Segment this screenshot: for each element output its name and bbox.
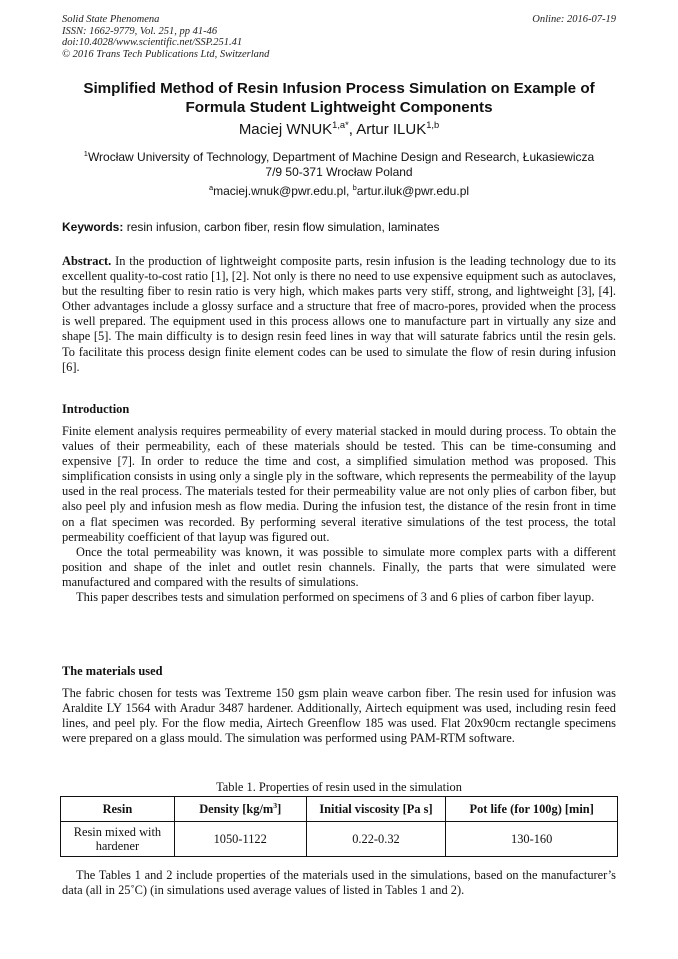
email-b-sup: b: [352, 183, 357, 192]
materials-paragraph-1: The fabric chosen for tests was Textreme 150 gsm plain weave carbon fiber. The resin used for infusion was Araldite LY 1564 with Aradur 3487 hardener. Additionally, Airtech equipment was used, including resin feed lines, and peel ply. For the flow media, Airtech Greenflow 185 was used. Flat 20x90cm rectangle specimens were prepared on a glass mould. The simulation was performed using PAM-RTM software.: [62, 686, 616, 746]
table1: [60, 796, 618, 857]
email-b: artur.iluk@pwr.edu.pl: [356, 184, 470, 198]
cell-density: 1050-1122: [174, 822, 306, 857]
author-list: [50, 121, 628, 139]
cell-resin: Resin mixed with hardener: [61, 822, 175, 857]
author-emails: [50, 184, 628, 199]
doi-line: doi:10.4028/www.scientific.net/SSP.251.41: [62, 37, 243, 48]
intro-paragraph-1: Finite element analysis requires permeability of every material stacked in mould during process. To obtain the values of their permeability, each of these materials should be tested. This can be time-consuming and expensive [7]. In order to reduce the time and cost, a simplified simulation method was proposed. This simplification consists in using only a single ply in the software, which represents the permeability of the layup used in the real process. The materials tested for their permeability value are not only plies of carbon fiber, but also peel ply and infusion mesh as flow media. During the infusion test, the distance of the resin front in time on a flat specimen was recorded. By performing several iterative simulations of the test process, the total permeability coefficient of that layup was figured out.: [62, 424, 616, 544]
abstract: [62, 254, 616, 375]
header-density: Density $[kg/m^3]$: [174, 797, 306, 822]
closing-paragraph: [62, 868, 616, 898]
table-row: [61, 822, 618, 857]
cell-potlife: 130-160: [446, 822, 618, 857]
affiliation-sup: 1: [83, 149, 88, 158]
intro-paragraph-3: This paper describes tests and simulation performed on specimens of 3 and 6 plies of carbon fiber layup.: [76, 590, 595, 605]
intro-paragraph-2: Once the total permeability was known, it was possible to simulate more complex parts with a different position and shape of the inlet and outlet resin channels. Finally, the parts that were simulated were manufactured and compared with the results of simulations.: [62, 544, 616, 589]
title-line-1: Simplified Method of Resin Infusion Process Simulation on Example of: [83, 80, 595, 97]
issn-line: ISSN: 1662-9779, Vol. 251, pp 41-46: [62, 25, 218, 37]
author-2: Artur ILUK: [356, 121, 427, 138]
affiliation: [50, 150, 628, 180]
table-header-row: [61, 797, 618, 822]
affiliation-line-1: Wrocław University of Technology, Department of Machine Design and Research, Łukasiewicza: [87, 150, 595, 164]
email-a-sup: a: [208, 183, 214, 192]
paper-title: [50, 79, 628, 117]
keywords-label: Keywords:: [62, 220, 124, 234]
header-potlife: Pot life (for 100g) [min]: [446, 797, 618, 822]
keywords-text: resin infusion, carbon fiber, resin flow simulation, laminates: [123, 220, 440, 234]
author-separator: ,: [348, 121, 357, 138]
title-line-2: Formula Student Lightweight Components: [185, 99, 493, 116]
affiliation-line-2: 7/9 50-371 Wrocław Poland: [265, 165, 413, 179]
abstract-label: Abstract.: [62, 254, 112, 268]
author-2-sup: 1,b: [426, 120, 440, 130]
journal-header: [62, 14, 269, 60]
author-1-sup: 1,a*: [332, 120, 349, 130]
journal-name: Solid State Phenomena: [62, 14, 160, 25]
introduction-heading: Introduction: [62, 402, 130, 416]
table1-caption: Table 1. Properties of resin used in the simulation: [216, 780, 462, 794]
keywords: [62, 220, 616, 235]
header-resin: Resin: [61, 797, 175, 822]
copyright-line: © 2016 Trans Tech Publications Ltd, Switzerland: [62, 48, 270, 60]
materials-heading: The materials used: [62, 664, 163, 678]
online-date: Online: 2016-07-19: [532, 14, 616, 25]
abstract-text: In the production of lightweight composite parts, resin infusion is the leading technology due to its excellent quality-to-cost ratio [1], [2]. Not only is there no need to use expensive equipment such as autoclaves, but the resulting fiber to resin ratio is very high, which makes parts very stiff, strong, and lightweight [3], [4]. Other advantages include a glossy surface and a structure that free of macro-pores, provided when the process is well prepared. The equipment used in this process allows one to manufacture part in virtually any size and shape [5]. The main difficulty is to design resin feed lines in way that will saturate fabrics until the resin gels. To facilitate this process design finite element codes can be used to simulate the flow of resin during infusion [6].: [62, 254, 616, 374]
introduction-body: [62, 424, 616, 605]
closing-text: The Tables 1 and 2 include properties of the materials used in the simulations, based on the manufacturer’s data (all in 25˚C) (in simulations used average values of listed in Tables 1 and 2).: [62, 868, 616, 898]
cell-viscosity: 0.22-0.32: [306, 822, 446, 857]
author-1: Maciej WNUK: [238, 121, 333, 138]
header-viscosity: Initial viscosity [Pa s]: [306, 797, 446, 822]
materials-body: [62, 686, 616, 746]
email-a: maciej.wnuk@pwr.edu.pl,: [213, 184, 353, 198]
